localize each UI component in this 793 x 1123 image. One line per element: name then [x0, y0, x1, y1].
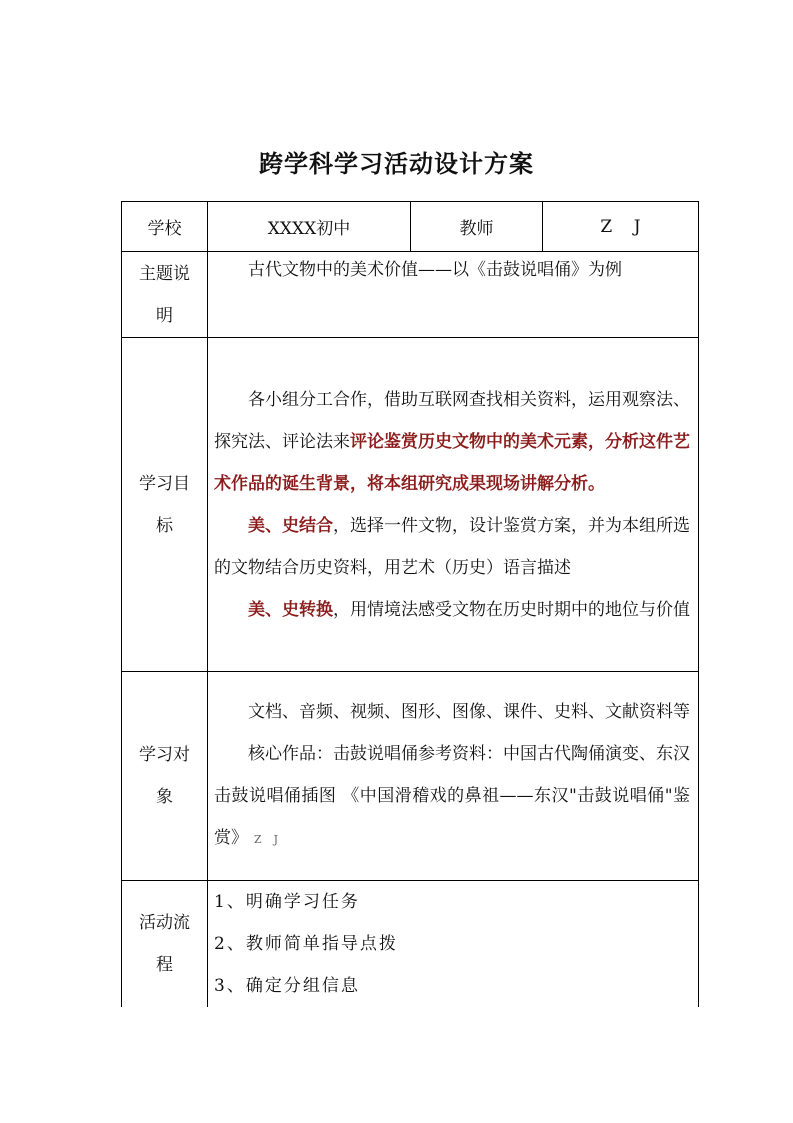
flow-row [122, 881, 699, 1008]
design-plan-table [121, 201, 699, 1007]
teacher-label: 教师 [411, 202, 543, 252]
flow-item: 2、教师简单指导点拨 [214, 934, 398, 954]
goals-paragraph-3 [208, 589, 698, 631]
teacher-value: Z J [543, 202, 699, 252]
school-value: XXXX初中 [208, 202, 411, 252]
theme-row [122, 252, 699, 338]
goals-p2-plain: ，选择一件文物，设计鉴赏方案，并为本组所选的文物结合历史资料，用艺术（历史）语言描述 [214, 515, 690, 578]
objects-row [122, 672, 699, 881]
objects-paragraph-1: 文档、音频、视频、图形、图像、课件、史料、文献资料等 [248, 702, 690, 722]
goals-p2-highlight: 美、史结合 [248, 515, 333, 536]
goals-row [122, 338, 699, 672]
theme-text: 古代文物中的美术价值——以《击鼓说唱俑》为例 [248, 260, 622, 280]
flow-item: 3、确定分组信息 [214, 976, 360, 996]
theme-label: 主题说明 [122, 252, 208, 338]
flow-label: 活动流程 [122, 881, 208, 1008]
goals-p1-plain: 各小组分工合作，借助互联网查找相关资料，运用观察法、探究法、评论法来 [214, 389, 690, 452]
page-title: 跨学科学习活动设计方案 [259, 149, 534, 178]
goals-label: 学习目标 [122, 338, 208, 672]
flow-item: 1、明确学习任务 [214, 892, 360, 912]
goals-paragraph-1 [208, 379, 698, 505]
goals-p3-highlight: 美、史转换 [248, 599, 333, 620]
goals-p1-highlight: 评论鉴赏历史文物中的美术元素，分析这件艺术作品的诞生背景，将本组研究成果现场讲解分析。 [214, 431, 690, 494]
goals-p3-plain: ，用情境法感受文物在历史时期中的地位与价值 [333, 599, 690, 620]
objects-label: 学习对象 [122, 672, 208, 881]
school-label: 学校 [122, 202, 208, 252]
objects-paragraph-2 [208, 733, 698, 861]
header-row [122, 202, 699, 252]
objects-p2-small: ZJ [254, 833, 291, 846]
goals-paragraph-2 [208, 505, 698, 589]
objects-p2-text: 核心作品：击鼓说唱俑参考资料：中国古代陶俑演变、东汉击鼓说唱俑插图 《中国滑稽戏的鼻祖——东汉"击鼓说唱俑"鉴赏》 [214, 744, 690, 848]
